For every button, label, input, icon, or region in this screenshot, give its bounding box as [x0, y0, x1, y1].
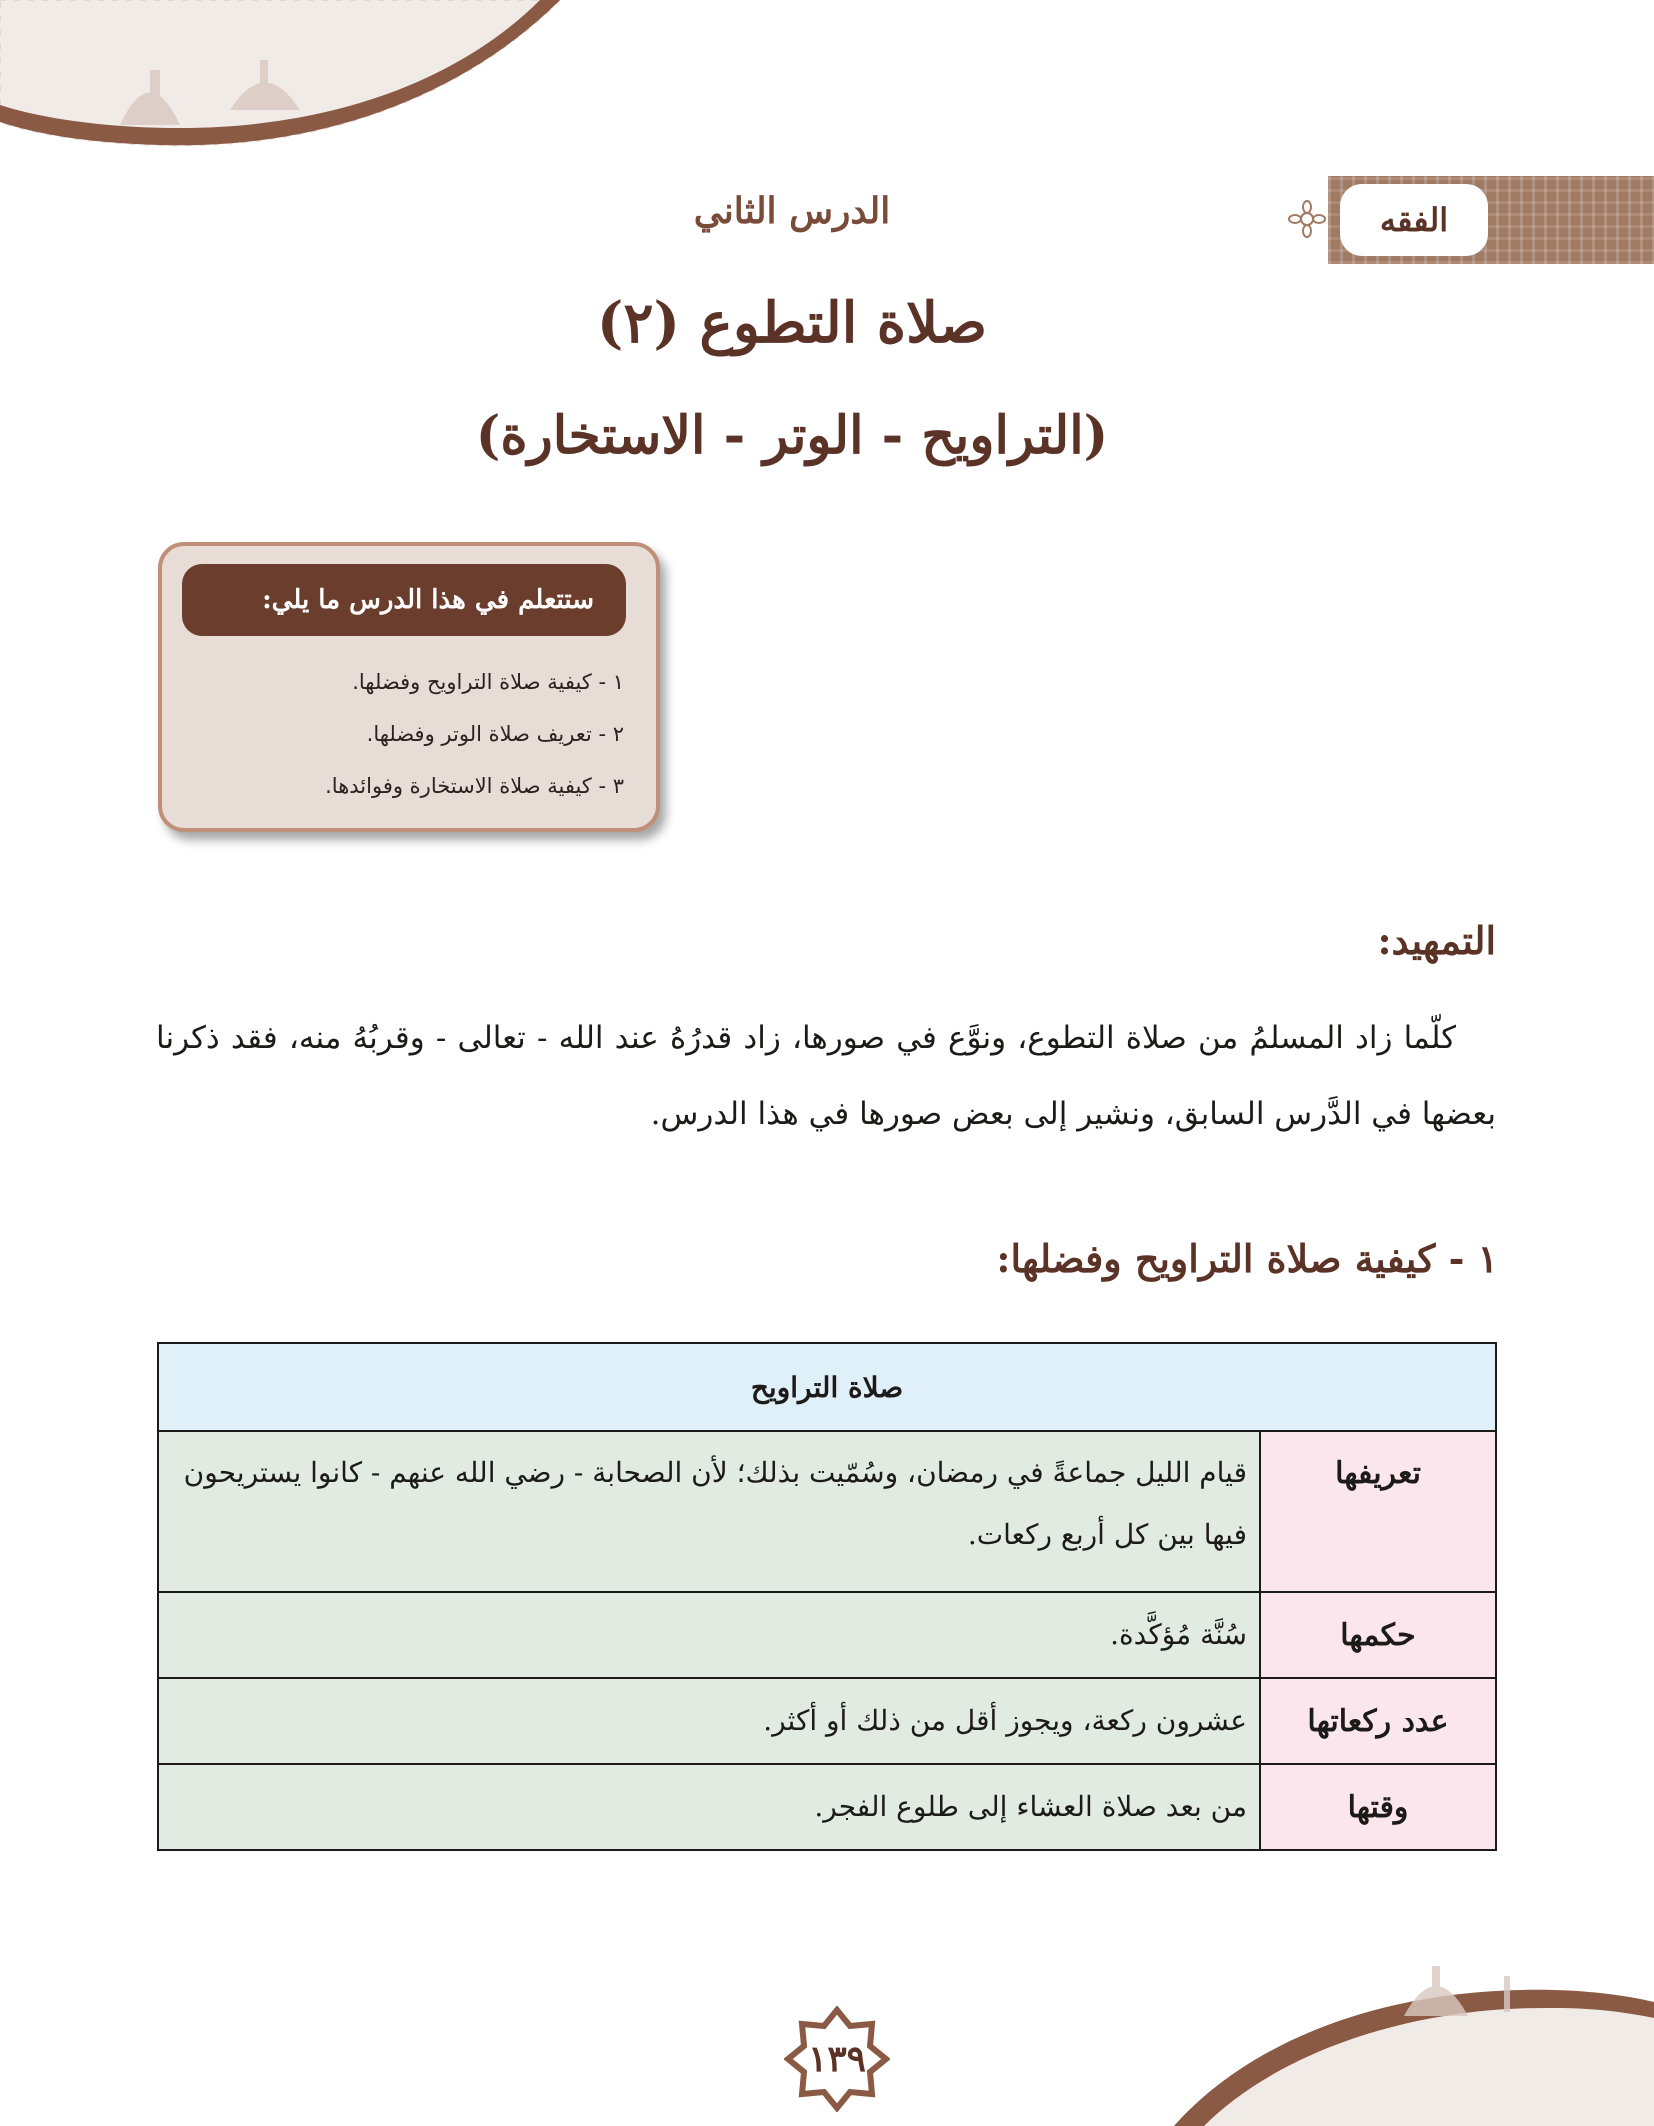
page-number-badge	[784, 2006, 890, 2112]
objective-item: ١ - كيفية صلاة التراويح وفضلها.	[352, 670, 624, 694]
row-key: تعريفها	[1260, 1431, 1496, 1592]
intro-heading: التمهيد:	[1377, 918, 1496, 963]
objective-item: ٢ - تعريف صلاة الوتر وفضلها.	[366, 722, 624, 746]
page-number: ١٣٩	[808, 2038, 867, 2080]
intro-paragraph: كلّما زاد المسلمُ من صلاة التطوع، ونوَّع في صورها، زاد قدرُهُ عند الله - تعالى - وقربُهُ منه، فقد ذكرنا بعضها في الدَّرس السابق، ونشير إلى بعض صورها في هذا الدرس.	[156, 1020, 1496, 1132]
lesson-number: الدرس الثاني	[693, 190, 891, 232]
row-key: حكمها	[1260, 1592, 1496, 1678]
row-value: قيام الليل جماعةً في رمضان، وسُمّيت بذلك؛ لأن الصحابة - رضي الله عنهم - كانوا يستريحون فيها بين كل أربع ركعات.	[158, 1431, 1260, 1592]
subject-tab-label: الفقه	[1340, 184, 1488, 256]
row-value: عشرون ركعة، ويجوز أقل من ذلك أو أكثر.	[158, 1678, 1260, 1764]
bottom-right-ornament	[1174, 1946, 1654, 2126]
row-key: عدد ركعاتها	[1260, 1678, 1496, 1764]
row-key: وقتها	[1260, 1764, 1496, 1850]
page-title: صلاة التطوع (٢)	[596, 290, 988, 356]
objective-item: ٣ - كيفية صلاة الاستخارة وفوائدها.	[325, 774, 624, 798]
top-left-ornament	[0, 0, 560, 160]
table-row	[158, 1431, 1496, 1592]
table-header-row	[158, 1343, 1496, 1431]
table-row	[158, 1592, 1496, 1678]
table-title: صلاة التراويح	[158, 1343, 1496, 1431]
objectives-heading: ستتعلم في هذا الدرس ما يلي:	[182, 564, 626, 636]
table-row	[158, 1764, 1496, 1850]
table-row	[158, 1678, 1496, 1764]
row-value: سُنَّة مُؤكَّدة.	[158, 1592, 1260, 1678]
row-value: من بعد صلاة العشاء إلى طلوع الفجر.	[158, 1764, 1260, 1850]
section-heading: ١ - كيفية صلاة التراويح وفضلها:	[996, 1236, 1498, 1281]
taraweeh-table	[157, 1342, 1497, 1851]
objectives-list	[182, 656, 624, 812]
objectives-box	[158, 542, 660, 832]
page-subtitle: (التراويح - الوتر - الاستخارة)	[475, 405, 1109, 466]
